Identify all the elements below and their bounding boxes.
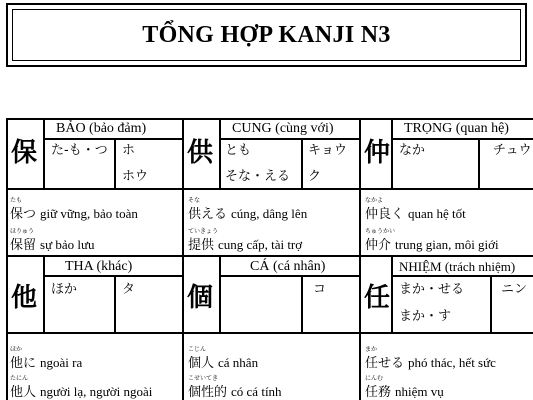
example-gloss: quan hệ tốt xyxy=(408,206,466,221)
kanji-meaning: NHIỆM (trách nhiệm) xyxy=(399,259,516,274)
kanji-card xyxy=(8,120,184,257)
example-furigana: こじん xyxy=(188,346,207,353)
example-furigana: まか xyxy=(365,346,378,353)
title-inner-frame xyxy=(12,9,521,61)
kun-reading: た-も・つ xyxy=(51,143,108,158)
example-word xyxy=(365,346,496,371)
kun-reading: そな・える xyxy=(225,169,291,184)
title-frame xyxy=(6,3,527,67)
example-word xyxy=(188,375,282,400)
example-word xyxy=(188,197,308,222)
kun-reading: ほか xyxy=(51,282,78,297)
kanji-character: 保 xyxy=(11,138,38,168)
kanji-character: 個 xyxy=(187,283,214,313)
on-reading: キョウ xyxy=(308,143,348,158)
kanji-meaning: THA (khác) xyxy=(65,259,133,274)
on-reading: ホウ xyxy=(122,169,149,184)
example-kanji: 個性的 xyxy=(188,385,228,400)
example-gloss: cá nhân xyxy=(218,355,259,370)
example-kanji: 他人 xyxy=(10,385,37,400)
kanji-character: 他 xyxy=(11,283,38,313)
on-reading: タ xyxy=(122,282,136,297)
kanji-card xyxy=(361,120,533,257)
example-gloss: người lạ, người ngoài xyxy=(40,384,153,399)
kun-reading: まか・す xyxy=(399,309,452,324)
kanji-meaning: BẢO (bảo đảm) xyxy=(56,121,147,136)
example-kanji: 保つ xyxy=(10,207,37,222)
example-word xyxy=(10,228,95,253)
example-furigana: にんむ xyxy=(365,375,384,382)
example-kanji: 任務 xyxy=(365,385,392,400)
kun-reading: まか・せる xyxy=(399,282,465,297)
kanji-card xyxy=(184,120,361,257)
example-furigana: なかよ xyxy=(365,197,384,204)
kanji-meaning: CÁ (cá nhân) xyxy=(250,259,326,274)
kanji-meaning: CUNG (cùng với) xyxy=(232,121,334,136)
example-kanji: 保留 xyxy=(10,238,37,253)
kanji-character: 任 xyxy=(364,283,391,313)
kun-reading: なか xyxy=(399,143,426,158)
example-word xyxy=(10,346,83,371)
example-word xyxy=(365,228,499,253)
example-furigana: ちゅうかい xyxy=(365,228,396,235)
kun-reading: とも xyxy=(225,143,252,158)
example-gloss: cúng, dâng lên xyxy=(231,206,308,221)
example-gloss: giữ vững, bảo toàn xyxy=(40,206,138,221)
example-gloss: cung cấp, tài trợ xyxy=(218,237,303,252)
example-word xyxy=(365,375,444,400)
kanji-character: 供 xyxy=(187,138,214,168)
example-furigana: たにん xyxy=(10,375,29,382)
kanji-meaning: TRỌNG (quan hệ) xyxy=(404,121,509,136)
example-gloss: có cá tính xyxy=(231,384,282,399)
example-kanji: 仲介 xyxy=(365,238,392,253)
example-furigana: ほか xyxy=(10,346,23,353)
example-word xyxy=(188,346,259,371)
example-furigana: そな xyxy=(188,197,201,204)
example-gloss: sự bảo lưu xyxy=(40,237,95,252)
kanji-card xyxy=(8,257,184,400)
on-reading: ホ xyxy=(122,143,136,158)
example-word xyxy=(10,197,138,222)
on-reading: コ xyxy=(313,282,327,297)
on-reading: チュウ xyxy=(493,143,532,158)
example-furigana: たも xyxy=(10,197,23,204)
on-reading: ニン xyxy=(501,282,528,297)
example-gloss: phó thác, hết sức xyxy=(408,355,496,370)
example-kanji: 任せる xyxy=(365,356,405,371)
example-kanji: 仲良く xyxy=(365,207,405,222)
kanji-card xyxy=(184,257,361,400)
example-gloss: ngoài ra xyxy=(40,355,83,370)
example-gloss: trung gian, môi giới xyxy=(395,237,499,252)
example-kanji: 提供 xyxy=(188,238,215,253)
example-furigana: こせいてき xyxy=(188,375,219,382)
example-kanji: 個人 xyxy=(188,356,215,371)
example-word xyxy=(10,375,153,400)
example-word xyxy=(188,228,303,253)
example-word xyxy=(365,197,466,222)
kanji-character: 仲 xyxy=(364,138,391,168)
kanji-card xyxy=(361,257,533,400)
page-title: TỔNG HỢP KANJI N3 xyxy=(142,21,391,48)
example-kanji: 供える xyxy=(188,207,228,222)
on-reading: ク xyxy=(308,169,322,184)
kanji-grid xyxy=(6,118,533,400)
example-furigana: ほりゅう xyxy=(10,228,35,235)
example-kanji: 他に xyxy=(10,356,37,371)
example-furigana: ていきょう xyxy=(188,228,219,235)
example-gloss: nhiệm vụ xyxy=(395,384,444,399)
